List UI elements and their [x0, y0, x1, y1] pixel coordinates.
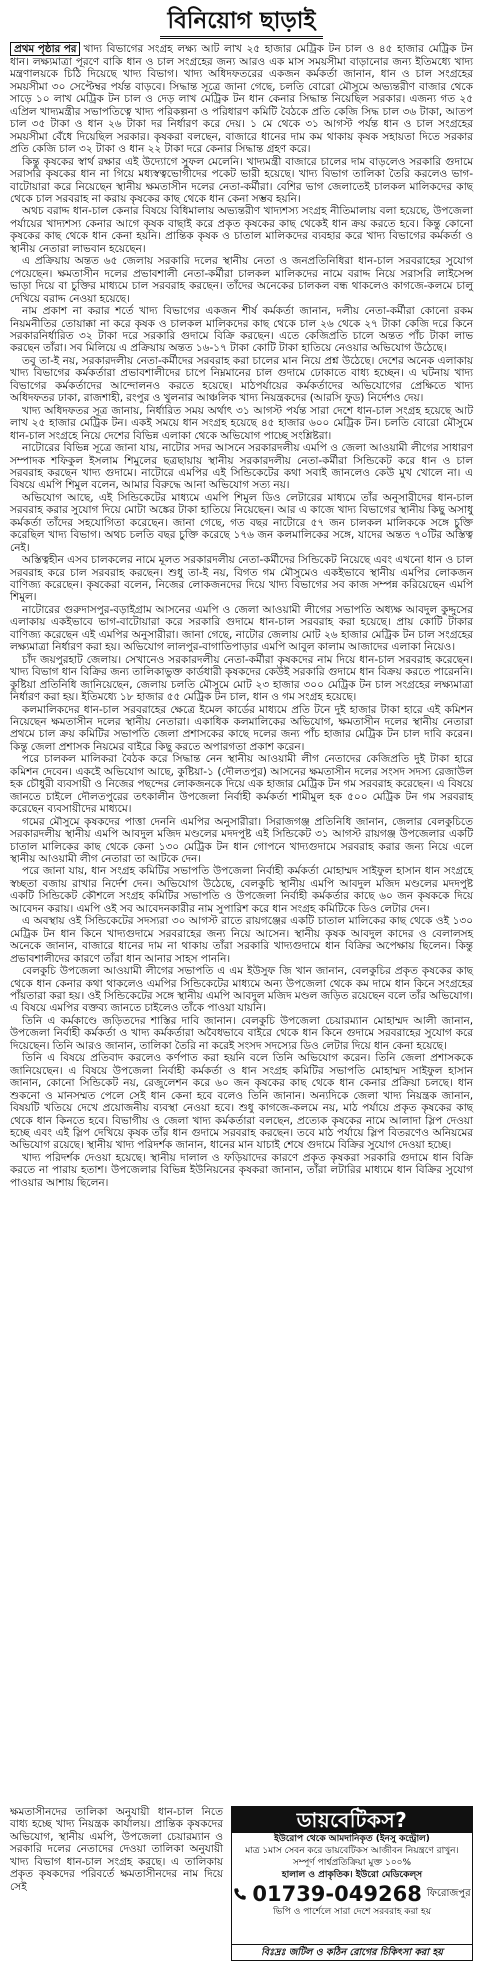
article-paragraph: খাদ্য পরিদর্শক দেওয়া হয়েছে। স্থানীয় দালাল ও ফড়িয়াদের কারণে প্রকৃত কৃষকরা সরকারি গুদামে ধান বিক্রি করতে না পারায় হতাশ। উপজেলার বিভিন্ন ইউনিয়নের কৃষকরা জানান, তাঁরা লটারির মাধ্যমে ধান বিক্রির সুযোগ পাওয়ার আশায় ছিলেন। — [10, 1151, 473, 1189]
ad-city: ফিরোজপুর — [426, 1888, 471, 1899]
ad-delivery-line: ভিপি ও পার্শেলে সারা দেশে সরবরাহ করা হয় — [272, 1907, 432, 1917]
headline: বিনিয়োগ ছাড়াই — [160, 6, 324, 39]
article-paragraph: গমের মৌসুমে কৃষকদের পাত্তা দেননি এমপির অনুসারীরা। সিরাজগঞ্জ প্রতিনিধি জানান, জেলার বেলকুচিতে সরকারদলীয় স্থানীয় এমপি আবদুল মজিদ মণ্ডলের মদদপুষ্ট এই সিন্ডিকেট ৩১ আগস্ট রায়গঞ্জ উপজেলার একটি চাতাল মালিকের কাছ থেকে কেনা ১৩০ মেট্রিক টন ধান গোপনে খাদ্যগুদামে সরবরাহ করার জন্য নিয়ে এলে স্থানীয় আওয়ামী লীগ নেতারা তা আটকে দেন। — [10, 815, 473, 865]
ad-brand-line: হালাল ও প্রাকৃতিক। ইউরো মেডিকেল্‌স — [281, 1870, 423, 1880]
ad-phone-row — [232, 1882, 472, 1906]
article-paragraph: অথচ বরাদ্দ ধান-চাল কেনার বিষয়ে বিধিমালায় অভ্যন্তরীণ খাদ্যশস্য সংগ্রহ নীতিমালায় বলা হয়েছে, উপজেলা পর্যায়ের খাদ্যশস্য কেনার আগে কৃষক বাছাই করে প্রকৃত কৃষকের কাছ থেকেই ধান ক্রয় করতে হবে। কিন্তু কোনো কৃষকের কাছ থেকে ধান কেনা হয়নি। প্রান্তিক কৃষক ও চাতাল মালিকদের ব্যবহার করে খাদ্য বিভাগের কর্মকর্তা ও স্থানীয় নেতারা লাভবান হয়েছেন। — [10, 205, 473, 255]
ad-import-line: ইউরোপ থেকে আমদানিকৃত (ইনসু কন্ট্রোল) — [274, 1834, 430, 1844]
article-paragraph: অস্তিত্বহীন এসব চালকলের নামে মূলত সরকারদলীয় নেতা-কর্মীদের সিন্ডিকেট নিয়েছে এবং এখনো ধান ও চাল সরবরাহ করে চাল সরবরাহ করছেন। শুধু তা-ই নয়, বিগত গম মৌসুমেও একইভাবে স্থানীয় এমপির লোকজন বাণিজ্য করেছেন। কৃষকেরা বলেন, নিজের লোকজনদের দিয়ে খাদ্য বিভাগের সব কাজ সম্পন্ন করিয়েছেন এমপি শিমুল। — [10, 554, 473, 604]
ad-footer: বিঃদ্রঃ জটিল ও কঠিন রোগের চিকিৎসা করা হয় — [232, 1944, 472, 1960]
article-paragraph: এ প্রক্রিয়ায় অন্তত ৬৫ জেলায় সরকারি দলের স্থানীয় নেতা ও জনপ্রতিনিধিরা ধান-চাল সরবরাহের সুযোগ পেয়েছেন। ক্ষমতাসীন দলের প্রভাবশালী নেতা-কর্মীরা চালকল মালিকদের নামে বরাদ্দ নিয়ে সরাসরি লাইসেন্স ভাড়া দিয়ে বা চুক্তির মাধ্যমে চাল সরবরাহ করছেন। তাঁদের অনেকের চালকল বন্ধ থাকলেও কাগজে-কলমে চালু দেখিয়ে বরাদ্দ নেওয়া হয়েছে। — [10, 255, 473, 305]
bottom-section — [10, 1806, 473, 1961]
paragraph-text: খাদ্য বিভাগের সংগ্রহ লক্ষ্য আট লাখ ২৫ হাজার মেট্রিক টন চাল ও ৪৫ হাজার মেট্রিক টন ধান। লক্ষ্যমাত্রা পূরণে বাকি ধান ও চাল সংগ্রহের জন্য আরও এক মাস সময়সীমা বাড়ানোর জন্য ইতিমধ্যে খাদ্য মন্ত্রণালয়কে চিঠি দিয়েছে খাদ্য বিভাগ। খাদ্য অধিদফতরের একজন কর্মকর্তা জানান, ধান ও চাল সংগ্রহের সময়সীমা ৩০ সেপ্টেম্বর পর্যন্ত বাড়বে। সিদ্ধান্ত সূত্রে জানা গেছে, চলতি বোরো মৌসুমে অভ্যন্তরীণ বাজার থেকে সাড়ে ১০ লাখ মেট্রিক টন চাল ও দেড় লাখ মেট্রিক টন ধান কেনার সিদ্ধান্ত নিয়েছিল সরকার। এজন্য গত ২৫ এপ্রিল খাদ্যমন্ত্রীর সভাপতিত্বে খাদ্য পরিকল্পনা ও পরিধারণ কমিটি বৈঠকে প্রতি কেজি সিদ্ধ চাল ৩৬ টাকা, আতপ চাল ৩৫ টাকা ও ধান ২৬ টাকা দর নির্ধারণ করে দেয়। ১ মে থেকে ৩১ আগস্ট পর্যন্ত ধান ও চাল সংগ্রহের সময়সীমা বেঁধে দিয়েছিল সরকার। কৃষকরা বলছেন, বাজারে ধানের দাম কম থাকায় কৃষক সহায়তা দিতে সরকার প্রতি কেজি চাল ৩২ টাকা ও ধান ২২ টাকা দরে কেনার সিদ্ধান্ত গ্রহণ করে। — [10, 43, 473, 156]
ad-phone-number: 01739-049268 — [252, 1882, 422, 1906]
article-paragraph: বেলকুচি উপজেলা আওয়ামী লীগের সভাপতি এ এম ইউসুফ জি খান জানান, বেলকুচির প্রকৃত কৃষকের কাছ থেকে ধান কেনার কথা থাকলেও এমপির সিন্ডিকেটের মাধ্যমে অন্য উপজেলা থেকে কম দামে ধান কিনে সংগ্রহের পাঁয়তারা করা হয়। ওই সিন্ডিকেটের সঙ্গে স্থানীয় এমপি আবদুল মজিদ মণ্ডল জড়িত রয়েছেন বলে তাঁর অভিযোগ। এ বিষয়ে এমপির বক্তব্য জানতে চাইলেও তাঁকে পাওয়া যায়নি। — [10, 965, 473, 1015]
lead-tag: প্রথম পৃষ্ঠার পর — [10, 42, 80, 56]
article-paragraph: কলমালিকদের ধান-চাল সরবরাহের ক্ষেত্রে ইমেল কার্ডের মাধ্যমে প্রতি টনে দুই হাজার টাকা হারে এই কমিশন নিয়েছেন ক্ষমতাসীন দলের স্থানীয় নেতারা। একাধিক কলমালিকের অভিযোগ, ক্ষমতাসীন দলের স্থানীয় নেতারা প্রথমে চাল ক্রয় কমিটির সভাপতি জেলা প্রশাসকের কাছে দলের জন্য পাঁচ হাজার মেট্রিক টন চাল দাবি করেন। কিন্তু জেলা প্রশাসক নিয়মের বাইরে কিছু করতে অপারগতা প্রকাশ করেন। — [10, 703, 473, 753]
article-paragraph: অভিযোগ আছে, এই সিন্ডিকেটের মাধ্যমে এমপি শিমুল ডিও লেটারের মাধ্যমে তাঁর অনুসারীদের ধান-চাল সরবরাহ করার সুযোগ দিয়ে মোটা অঙ্কের টাকা হাতিয়ে নিয়েছেন। আর এ কাজে খাদ্য বিভাগের স্থানীয় কিছু অসাধু কর্মকর্তা তাঁদের সহযোগিতা করেছেন। জানা গেছে, গত বছর নাটোরে ৫৭ জন চালকল মালিককে সঙ্গে চুক্তি করেছিল খাদ্য বিভাগ। অথচ চলতি বছর চুক্তি করেছে ১৭৬ জন কলমালিকের সঙ্গে, যাদের অন্তত ৭০টির অস্তিত্ব নেই। — [10, 491, 473, 554]
article-paragraph: পরে চালকল মালিকরা বৈঠক করে সিদ্ধান্ত নেন স্থানীয় আওয়ামী লীগ নেতাদের কেজিপ্রতি দুই টাকা হারে কমিশন দেবেন। একইে অভিযোগ আছে, কুষ্টিয়া-১ (দৌলতপুর) আসনের ক্ষমতাসীন দলের সংসদ সদস্য রেজাউল হক চৌধুরী ব্যবসায়ী ও নিজের পছন্দের লোকজনকে দিয়ে এক হাজার মেট্রিক টন গম সরবরাহ করেছেন। এ বিষয়ে জানতে চাইলে দৌলতপুরের তৎকালীন উপজেলা নির্বাহী কর্মকর্তা শামীমুল হক ৫০০ মেট্রিক টন গম সরবরাহ করেছেন ব্যবসায়ীদের মাধ্যমে। — [10, 753, 473, 816]
phone-icon — [233, 1887, 247, 1901]
headline-wrap — [10, 6, 473, 39]
ad-description: মাত্র ১মাস সেবন করে ডায়বেটিকস আজীবন নিয়ন্ত্রণে রাখুন। সম্পূর্ণ পার্শ্বপ্রতিক্রিয়া মুক্ত ১০০% — [245, 1846, 459, 1868]
article-paragraph: এ অবস্থায় ওই সিন্ডিকেটের সদস্যরা ৩০ আগস্ট রাতে রায়গঞ্জের একটি চাতাল মালিকের কাছ থেকে ওই ১৩০ মেট্রিক টন ধান কিনে খাদ্যগুদামে সরবরাহের জন্য নিয়ে আসেন। স্থানীয় কৃষক আবদুল কাদের ও বেলালসহ অনেকে জানান, বাজারে ধানের দাম না থাকায় তাঁরা সরকারি খাদ্যগুদামে ধান বিক্রির অপেক্ষায় ছিলেন। কিন্তু প্রভাবশালীদের কারণে তাঁরা ধান আনার সাহস পাননি। — [10, 915, 473, 965]
ad-title: ডায়বেটিকস? — [232, 1807, 472, 1833]
article-tail — [10, 1806, 223, 1961]
article-paragraph: কিন্তু কৃষকের স্বার্থ রক্ষার এই উদ্যোগে সুফল মেলেনি। খাদ্যমন্ত্রী বাজারে চালের দাম বাড়লেও সরকারি গুদামে সরাসরি কৃষকের ধান না গিয়ে মধ্যস্বত্বভোগীদের পকেট ভারী হয়েছে। খাদ্য বিভাগ তালিকা তৈরি করলেও ভাগ-বাটোয়ারা করে নিয়েছেন স্থানীয় ক্ষমতাসীন দলের নেতা-কর্মীরা। বেশির ভাগ জেলাতেই চালকল মালিকদের কাছ থেকে চাল সরবরাহ না করায় কৃষকের কাছ থেকে ধান কেনা সম্ভব হয়নি। — [10, 155, 473, 205]
article-paragraph: নাটোরের বিভিন্ন সূত্রে জানা যায়, নাটোর সদর আসনে সরকারদলীয় এমপি ও জেলা আওয়ামী লীগের সাধারণ সম্পাদক শফিকুল ইসলাম শিমুলের ছত্রছায়ায় স্থানীয় সরকারদলীয় নেতা-কর্মীরা সিন্ডিকেট করে ধান ও চাল সরবরাহ করছেন খাদ্য গুদামে। নাটোরে এমপির এই সিন্ডিকেটের কথা সবাই জানলেও কেউ মুখ খোলে না। এ বিষয়ে এমপি শিমুল বলেন, আমার বিরুদ্ধে আনা অভিযোগ সত্য নয়। — [10, 442, 473, 492]
article-paragraph: পরে জানা যায়, ধান সংগ্রহ কমিটির সভাপতি উপজেলা নির্বাহী কর্মকর্তা মোহাম্মদ সাইফুল হাসান ধান সংগ্রহে স্বচ্ছতা বজায় রাখার নির্দেশ দেন। অভিযোগ উঠেছে, বেলকুচি স্থানীয় এমপি আবদুল মজিদ মণ্ডলের মদদপুষ্ট একটি সিন্ডিকেট কৌশলে সংগ্রহ কমিটির সভাপতি ও উপজেলা নির্বাহী কর্মকর্তার কাছে ৬০ জন কৃষককে দিয়ে আবেদন করায়। এমপি ওই সব আবেদনকারীর নাম সুপারিশ করে ধান সংগ্রহ কমিটিকে ডিও লেটার দেন। — [10, 865, 473, 915]
article-body — [10, 42, 473, 1189]
article-paragraph — [10, 42, 473, 156]
article-paragraph: চাঁদ জয়পুরহাট জেলায়। সেখানেও সরকারদলীয় নেতা-কর্মীরা কৃষকদের নাম দিয়ে ধান-চাল সরবরাহ করেছেন। খাদ্য বিভাগ ধান বিক্রির জন্য তালিকাভুক্ত কার্ডধারী কৃষকদের কেউই সরকারি গুদামে ধান বিক্রয় করতে পারেননি। কুষ্টিয়া প্রতিনিধি জানিয়েছেন, জেলায় চলতি মৌসুমে মোট ২৩ হাজার ৩০০ মেট্রিক টন চাল সংগ্রহের লক্ষ্যমাত্রা নির্ধারণ করা হয়। ইতিমধ্যে ১৮ হাজার ৫৫ মেট্রিক টন চাল, ধান ও গম সংগ্রহ হয়েছে। — [10, 653, 473, 704]
diabetics-advertisement — [231, 1806, 473, 1961]
article-paragraph: তবু তা-ই নয়, সরকারদলীয় নেতা-কর্মীদের সরবরাহ করা চালের মান নিয়ে প্রশ্ন উঠেছে। দেশের অনেক এলাকায় খাদ্য বিভাগের কর্মকর্তারা প্রভাবশালীদের চাপে নিম্নমানের চাল গুদামে ঢোকাতে বাধ্য হচ্ছেন। এ ঘটনায় খাদ্য বিভাগের কর্মকর্তাদের আন্দোলনও করতে হয়েছে। মাঠপর্যায়ের কর্মকর্তাদের অভিযোগের প্রেক্ষিতে খাদ্য অধিদফতর ঢাকা, রাজশাহী, রংপুর ও খুলনার আঞ্চলিক খাদ্য নিয়ন্ত্রকদের (আরসি ফুড) নির্দেশও দেয়। — [10, 354, 473, 405]
article-paragraph: তিনি এ বিষয়ে প্রতিবাদ করলেও কর্ণপাত করা হয়নি বলে তিনি অভিযোগ করেন। তিনি জেলা প্রশাসককে জানিয়েছেন। এ বিষয়ে উপজেলা নির্বাহী কর্মকর্তা ও ধান সংগ্রহ কমিটির সভাপতি মোহাম্মদ সাইফুল হাসান জানান, কোনো সিন্ডিকেট নয়, রেজুলেশন করে ৬০ জন কৃষকের কাছ থেকে ধান কেনার প্রক্রিয়া চলছে। ধান শুকনো ও মানসম্মত পেলে সেই ধান কেনা হবে বলেও তিনি জানান। অন্যদিকে জেলা খাদ্য নিয়ন্ত্রক জানান, বিষয়টি খতিয়ে দেখে প্রয়োজনীয় ব্যবস্থা নেওয়া হবে। শুধু কাগজে-কলমে নয়, মাঠ পর্যায়ে প্রকৃত কৃষকের কাছ থেকে ধান কিনতে হবে। বিভাগীয় ও জেলা খাদ্য কর্মকর্তারা বলছেন, প্রত্যেক কৃষকের নামে আলাদা স্লিপ দেওয়া হচ্ছে এবং এই স্লিপ দেখিয়ে কৃষক তাঁর ধান গুদামে সরবরাহ করছেন। তবে মাঠ পর্যায়ে স্লিপ বিতরণেও অনিয়মের অভিযোগ রয়েছে। স্থানীয় খাদ্য পরিদর্শক জানান, ধানের মান যাচাই শেষে গুদামে বিক্রির সুযোগ দেওয়া হচ্ছে। — [10, 1052, 473, 1152]
article-paragraph: নাটোরের গুরুদাসপুর-বড়াইগ্রাম আসনের এমপি ও জেলা আওয়ামী লীগের সভাপতি অধ্যক্ষ আবদুল কুদ্দুসের এলাকায় একইভাবে ভাগ-বাটোয়ারা করে সরকারি গুদামে ধান-চাল সরবরাহ করা হয়েছে। প্রায় কোটি টাকার বাণিজ্য করেছেন এই এমপির অনুসারীরা। জানা গেছে, নাটোর জেলায় মোট ২৬ হাজার মেট্রিক টন চাল সংগ্রহের লক্ষ্যমাত্রা নির্ধারণ করা হয়। অভিযোগ লালপুর-বাগাতিপাড়ার এমপি আবুল কালাম আজাদের এলাকা নিয়েও। — [10, 603, 473, 654]
article-paragraph: খাদ্য অধিদফতর সূত্র জানায়, নির্ধারিত সময় অর্থাৎ ৩১ আগস্ট পর্যন্ত সারা দেশে ধান-চাল সংগ্রহ হয়েছে আট লাখ ২৫ হাজার মেট্রিক টন। একই সময়ে ধান সংগ্রহ হয়েছে ৪৫ হাজার ৬০০ মেট্রিক টন। চলতি বোরো মৌসুমে ধান-চাল সংগ্রহে নিয়ে দেশের বিভিন্ন এলাকা থেকে অভিযোগ পাচ্ছে সংশ্লিষ্টরা। — [10, 404, 473, 442]
article-paragraph: তিনি এ কর্মকাণ্ডে জড়িতদের শাস্তির দাবি জানান। বেলকুচি উপজেলা চেয়ারম্যান মোহাম্মদ আলী জানান, উপজেলা নির্বাহী কর্মকর্তা ও খাদ্য কর্মকর্তারা অবৈধভাবে বাইরে থেকে ধান কিনে গুদামে সরবরাহের সুযোগ করে দিয়েছেন। তিনি আরও জানান, তালিকা তৈরি না করেই সংসদ সদস্যের ডিও লেটার দিয়ে ধান কেনা হয়েছে। — [10, 1014, 473, 1052]
article-tail-text: ক্ষমতাসীনদের তালিকা অনুযায়ী ধান-চাল নিতে বাধ্য হচ্ছে খাদ্য নিয়ন্ত্রক কার্যালয়। প্রান্তিক কৃষকদের অভিযোগ, স্থানীয় এমপি, উপজেলা চেয়ারম্যান ও সরকারি দলের নেতাদের দেওয়া তালিকা অনুযায়ী খাদ্য বিভাগ ধান-চাল সংগ্রহ করছে। এ তালিকায় প্রকৃত কৃষকদের পরিবর্তে ক্ষমতাসীনদের নাম দিয়ে সেই — [10, 1806, 223, 1893]
article-paragraph: নাম প্রকাশ না করার শর্তে খাদ্য বিভাগের একজন শীর্ষ কর্মকর্তা জানান, দলীয় নেতা-কর্মীরা কোনো রকম নিয়মনীতির তোয়াক্কা না করে কৃষক ও চালকল মালিকদের কাছ থেকে চাল ২৬ থেকে ২৭ টাকা কেজি দরে কিনে সরকারনির্ধারিত ৩২ টাকা দরে সরকারি গুদামে বিক্রি করছেন। এতে কেজিপ্রতি চালে অন্তত পাঁচ টাকা লাভ করছেন তাঁরা। সব মিলিয়ে এ প্রক্রিয়ায় অন্তত ১৬-১৭ টাকা কোটি টাকা হাতিয়ে নেওয়ার অভিযোগ উঠেছে। — [10, 305, 473, 355]
